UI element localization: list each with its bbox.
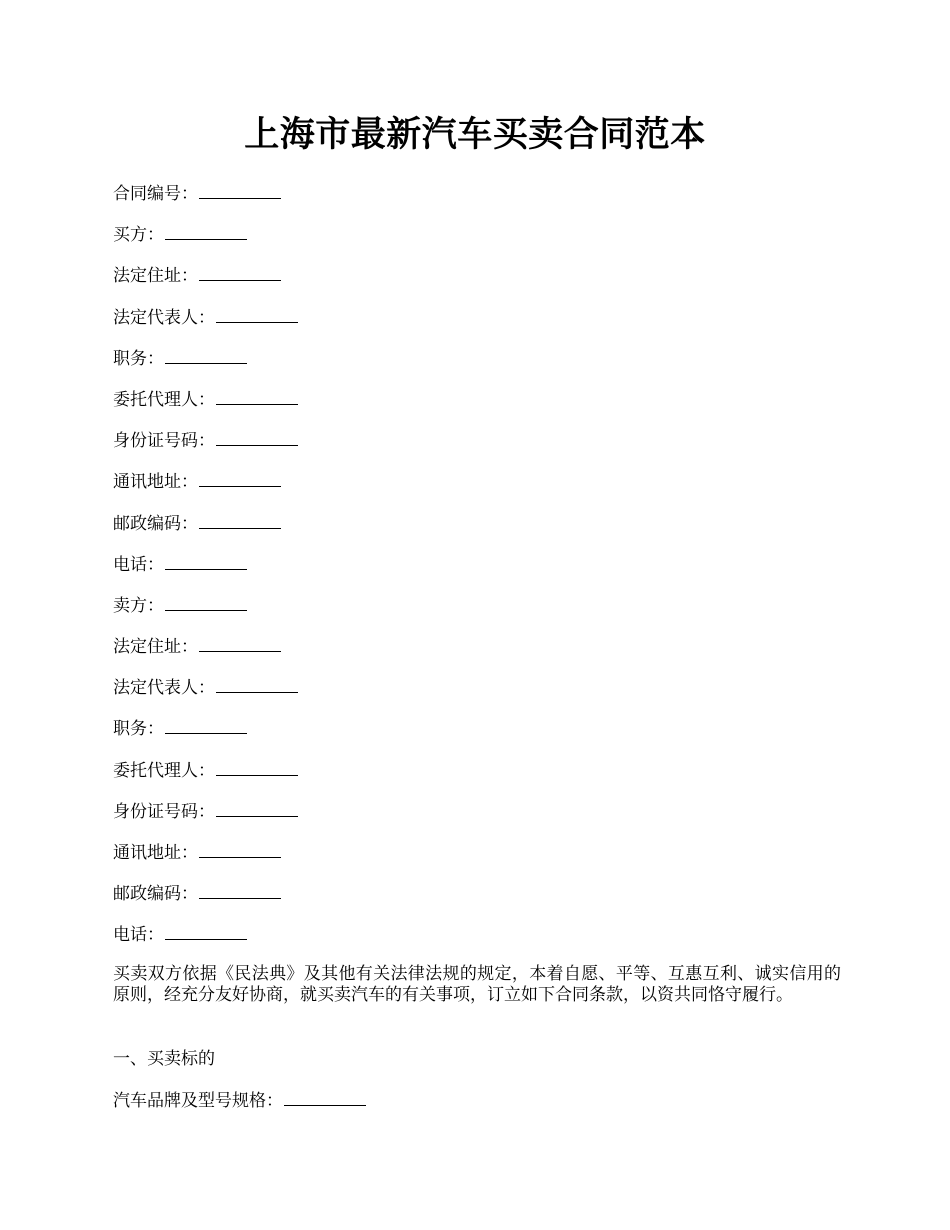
field-label: 委托代理人：	[113, 389, 215, 410]
field-label: 电话：	[113, 554, 164, 575]
field-label: 法定代表人：	[113, 678, 215, 699]
intro-paragraph: 买卖双方依据《民法典》及其他有关法律法规的规定，本着自愿、平等、互惠互利、诚实信用的原则，经充分友好协商，就买卖汽车的有关事项，订立如下合同条款，以资共同恪守履行。	[113, 964, 841, 1005]
field-contract-number	[113, 180, 843, 221]
field-label: 卖方：	[113, 595, 164, 616]
field-car-brand-model	[113, 1087, 366, 1114]
field-label: 委托代理人：	[113, 760, 215, 781]
blank-line	[199, 468, 281, 487]
blank-line	[284, 1087, 366, 1106]
field-label: 买方：	[113, 225, 164, 246]
blank-line	[216, 427, 298, 446]
field-seller-agent	[113, 757, 843, 798]
document-title: 上海市最新汽车买卖合同范本	[244, 114, 706, 155]
field-seller-phone	[113, 921, 843, 962]
blank-line	[216, 674, 298, 693]
field-label: 合同编号：	[113, 184, 198, 204]
field-buyer-position	[113, 345, 843, 386]
field-label: 职务：	[113, 719, 164, 740]
blank-line	[216, 304, 298, 323]
field-seller-legal-rep	[113, 674, 843, 715]
field-label: 通讯地址：	[113, 472, 198, 493]
field-seller-position	[113, 715, 843, 756]
field-buyer-phone	[113, 551, 843, 592]
field-label: 通讯地址：	[113, 843, 198, 863]
blank-line	[216, 798, 298, 817]
blank-line	[216, 386, 298, 405]
field-label: 身份证号码：	[113, 431, 215, 452]
field-label: 职务：	[113, 348, 164, 369]
field-buyer-id-number	[113, 427, 843, 468]
blank-line	[199, 633, 281, 652]
field-label: 邮政编码：	[113, 513, 198, 534]
field-label: 法定住址：	[113, 637, 198, 658]
field-label: 法定代表人：	[113, 307, 215, 328]
blank-line	[199, 510, 281, 529]
field-label: 汽车品牌及型号规格：	[113, 1091, 283, 1111]
field-label: 电话：	[113, 925, 164, 946]
field-seller-id-number	[113, 798, 843, 839]
blank-line	[199, 839, 281, 858]
field-label: 身份证号码：	[113, 801, 215, 822]
blank-line	[199, 880, 281, 899]
section-heading: 一、买卖标的	[113, 1049, 215, 1069]
field-seller	[113, 592, 843, 633]
field-buyer-postal-code	[113, 510, 843, 551]
field-buyer-agent	[113, 386, 843, 427]
field-seller-postal-code	[113, 880, 843, 921]
field-buyer-address	[113, 262, 843, 303]
blank-line	[216, 757, 298, 776]
blank-line	[199, 262, 281, 281]
field-buyer	[113, 221, 843, 262]
blank-line	[165, 345, 247, 364]
field-buyer-mailing-address	[113, 468, 843, 509]
blank-line	[165, 221, 247, 240]
field-label: 法定住址：	[113, 266, 198, 287]
field-seller-address	[113, 633, 843, 674]
party-info-fields	[113, 180, 843, 963]
field-label: 邮政编码：	[113, 884, 198, 905]
field-buyer-legal-rep	[113, 304, 843, 345]
blank-line	[165, 592, 247, 611]
blank-line	[165, 715, 247, 734]
blank-line	[199, 180, 281, 199]
blank-line	[165, 551, 247, 570]
blank-line	[165, 921, 247, 940]
field-seller-mailing-address	[113, 839, 843, 880]
